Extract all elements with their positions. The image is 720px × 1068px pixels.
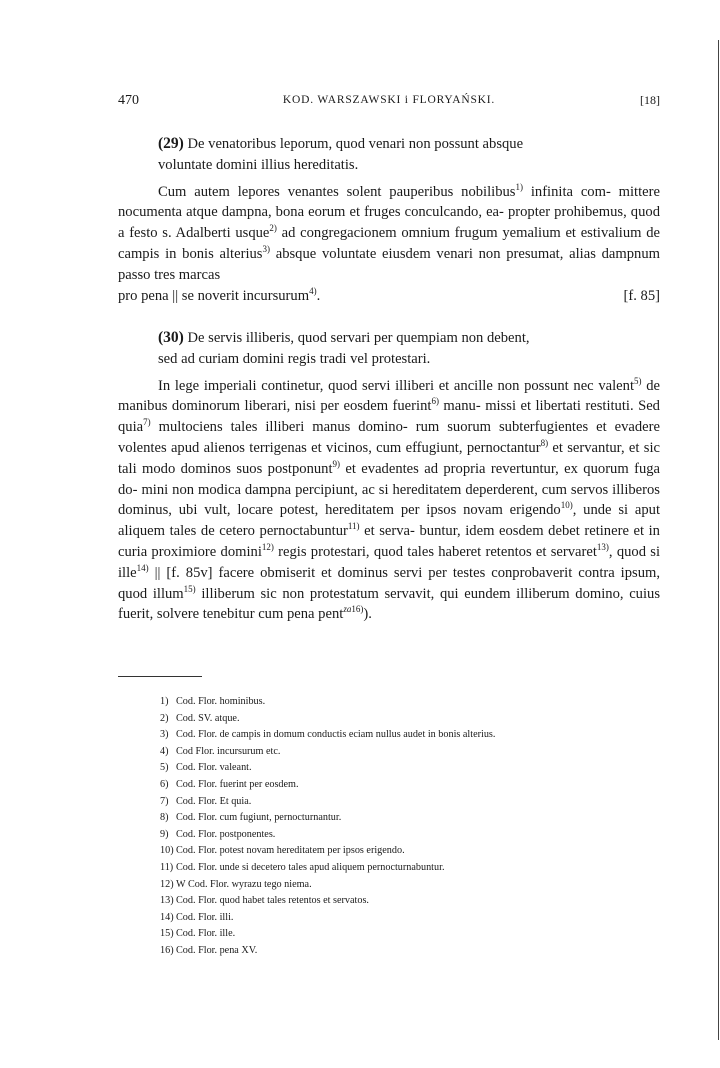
section-29-number: (29) (158, 135, 184, 152)
footnote-item (160, 777, 495, 794)
text-span: Cum autem lepores venantes solent pauperibus nobilibus (158, 183, 516, 200)
footnote-mark: 1) (160, 696, 169, 707)
footnote-text: Cod. Flor. quod habet tales retentos et servatos. (176, 895, 369, 907)
footnote-ref: 4) (309, 285, 317, 296)
section-29-title-line-1: De venatoribus leporum, quod venari non possunt absque (183, 136, 524, 152)
text-span: de manibus dominorum liberari, nisi per eosdem fuerint (118, 377, 660, 415)
text-span: regis (273, 543, 307, 560)
footnote-text: Cod. Flor. illi. (176, 911, 234, 923)
footnote-item (160, 926, 495, 943)
text-span: propter prohibemus, quod a festo s. Adalberti usque (118, 204, 660, 242)
text-span: multociens tales illiberi manus domino- (150, 419, 408, 436)
footnote-item (160, 760, 495, 777)
footnote-item (160, 943, 495, 960)
footnote-text: Cod. SV. atque. (176, 712, 240, 724)
footnote-text: Cod. Flor. ille. (176, 928, 236, 940)
page-number: 470 (118, 93, 139, 108)
section-30-title (118, 328, 660, 349)
section-29-paragraph (118, 182, 660, 286)
section-29-last-line (118, 286, 660, 307)
text-span: nec valent (573, 377, 635, 394)
text-span: protestari, quod tales haberet retentos et servaret (310, 543, 597, 560)
footnote-mark: 3) (160, 729, 169, 741)
section-29 (118, 134, 660, 306)
text-span: et serva- (359, 523, 415, 540)
footnotes (160, 694, 495, 960)
footnote-item (160, 810, 495, 827)
footnote-item (160, 727, 495, 744)
footnote-item (160, 711, 495, 728)
text-span: facere obmiserit et dominus servi per testes conprobaverit contra ipsum, (218, 564, 660, 581)
text-span: vicinos, cum effugiunt, pernoctantur (326, 439, 541, 456)
signature-mark: [18] (640, 93, 660, 107)
footnote-item (160, 843, 495, 860)
footnote-text: Cod. Flor. cum fugiunt, pernocturnantur. (176, 812, 342, 824)
footnote-ref: za (343, 604, 352, 615)
footnote-item (160, 860, 495, 877)
footnote-mark: 5) (160, 762, 169, 774)
text-span: omnium frugum yemalium et estivalium de campis in bonis alterius (118, 225, 660, 262)
footnote-item (160, 893, 495, 910)
footnote-item (160, 694, 495, 711)
running-header (118, 93, 660, 111)
text-span: quod illum (118, 585, 184, 602)
section-30-number: (30) (158, 329, 184, 346)
footnote-ref: 15) (183, 583, 196, 594)
text-span: mini non modica dampna percipiunt, ac si hereditatem deperderent, cum (141, 481, 567, 498)
text-span: domino, cuius fuerit, solvere tenebitur cum pena pent (118, 585, 661, 623)
text-span: buntur, idem eosdem debet retinere et in curia proximiore domini (118, 523, 660, 560)
footnote-mark: 7) (160, 795, 169, 807)
footnote-text: Cod. Flor. potest novam hereditatem per ipsos erigendo. (176, 845, 405, 857)
text-span: et evadentes ad propria revertuntur, ex quorum fuga do- (118, 460, 661, 498)
footnote-item (160, 877, 495, 894)
section-30 (118, 328, 660, 625)
footnote-ref: 6) (431, 396, 439, 407)
footnote-text: Cod Flor. incursurum etc. (176, 745, 281, 757)
footnote-item (160, 910, 495, 927)
footnote-ref: 3) (262, 244, 270, 255)
footnote-ref: 2) (269, 223, 277, 234)
section-30-title-line-1: De servis illiberis, quod servari per quempiam non debent, (183, 330, 530, 346)
text-span: rum suorum subterfugientes et evadere volentes apud alienos terrigenas et (118, 419, 660, 456)
footnote-item (160, 827, 495, 844)
text-span: pro pena || se noverit incursurum (118, 287, 310, 304)
footnote-mark: 15) (160, 928, 174, 940)
text-span: , unde si aput aliquem tales de cetero pernoctabuntur (118, 502, 660, 540)
footnote-mark: 9) (160, 828, 169, 840)
text-span: absque (269, 245, 317, 262)
folio-marker: [f. 85v] (160, 564, 213, 581)
text-span: ). (363, 606, 372, 623)
footnote-item (160, 744, 495, 761)
section-29-title (118, 134, 660, 155)
text-span: || (148, 564, 161, 581)
footnote-ref: 11) (347, 521, 360, 532)
footnote-ref: 8) (540, 438, 549, 449)
footnote-mark: 6) (160, 778, 169, 790)
running-title: KOD. WARSZAWSKI i FLORYAŃSKI. (282, 94, 496, 106)
footnote-text: Cod. Flor. fuerint per eosdem. (176, 778, 299, 790)
footnote-text: Cod. Flor. pena XV. (176, 944, 258, 956)
footnote-ref: 5) (634, 375, 642, 386)
text-span: illiberum sic non protestatum servavit, qui eundem illiberum (195, 585, 570, 602)
footnote-text: Cod. Flor. Et quia. (176, 795, 252, 807)
text-span: servos illiberos dominus, ubi vult, locare potest, hereditatem per ipsos novam (118, 481, 660, 519)
footnote-ref: 7) (143, 417, 151, 428)
footnote-mark: 12) (160, 878, 174, 890)
text-span: . (316, 287, 321, 304)
footnote-text: Cod. Flor. de campis in domum conductis eciam nullus audet in bonis alterius. (176, 729, 496, 741)
text-span: missi et libertati restituti. Sed quia (118, 398, 660, 436)
footnote-item (160, 794, 495, 811)
text-span: , quod si ille (118, 543, 660, 581)
folio-marker: [f. 85] (623, 287, 660, 304)
text-span: voluntate eiusdem venari non presumat, alias dampnum passo tres marcas (118, 245, 660, 283)
footnote-mark: 14) (160, 911, 174, 923)
footnote-text: Cod. Flor. unde si decetero tales apud aliquem pernocturnabuntur. (176, 861, 445, 873)
section-29-title-line-2: voluntate domini illius hereditatis. (158, 156, 359, 173)
footnote-mark: 2) (160, 712, 169, 724)
text-span: mittere nocumenta atque dampna, bona eorum et fruges conculcando, ea- (118, 183, 660, 221)
footnote-ref: 10) (560, 500, 573, 511)
page-edge-line (718, 40, 719, 1040)
footnote-mark: 11) (160, 861, 174, 873)
footnote-ref: 12) (261, 542, 274, 553)
footnote-ref: 9) (332, 458, 341, 469)
footnote-mark: 16) (160, 944, 174, 956)
section-30-paragraph (118, 376, 660, 626)
footnote-ref: 14) (136, 562, 149, 573)
footnote-rule (118, 676, 202, 677)
text-span: In lege imperiali continetur, quod servi illiberi et ancille non possunt (158, 377, 569, 394)
footnote-mark: 8) (160, 812, 169, 824)
text-span: et servantur, et sic tali modo dominos (118, 439, 660, 477)
text-span: manu- (438, 398, 481, 415)
footnote-text: W Cod. Flor. wyrazu tego niema. (176, 878, 312, 890)
text-span: infinita com- (523, 183, 611, 200)
footnote-mark: 13) (160, 895, 174, 907)
footnote-mark: 4) (160, 745, 169, 757)
footnote-ref: 16) (351, 604, 364, 615)
footnote-text: Cod. Flor. postponentes. (176, 828, 276, 840)
footnote-ref: 13) (596, 542, 609, 553)
footnote-ref: 1) (515, 181, 523, 192)
text-span: suos postponunt (236, 460, 333, 477)
footnote-text: Cod. Flor. hominibus. (176, 696, 266, 707)
footnote-text: Cod. Flor. valeant. (176, 762, 252, 774)
text-span: erigendo (509, 502, 561, 519)
footnote-mark: 10) (160, 845, 174, 857)
section-30-title-line-2: sed ad curiam domini regis tradi vel protestari. (158, 350, 431, 367)
text-span: ad congregacionem (276, 225, 397, 242)
